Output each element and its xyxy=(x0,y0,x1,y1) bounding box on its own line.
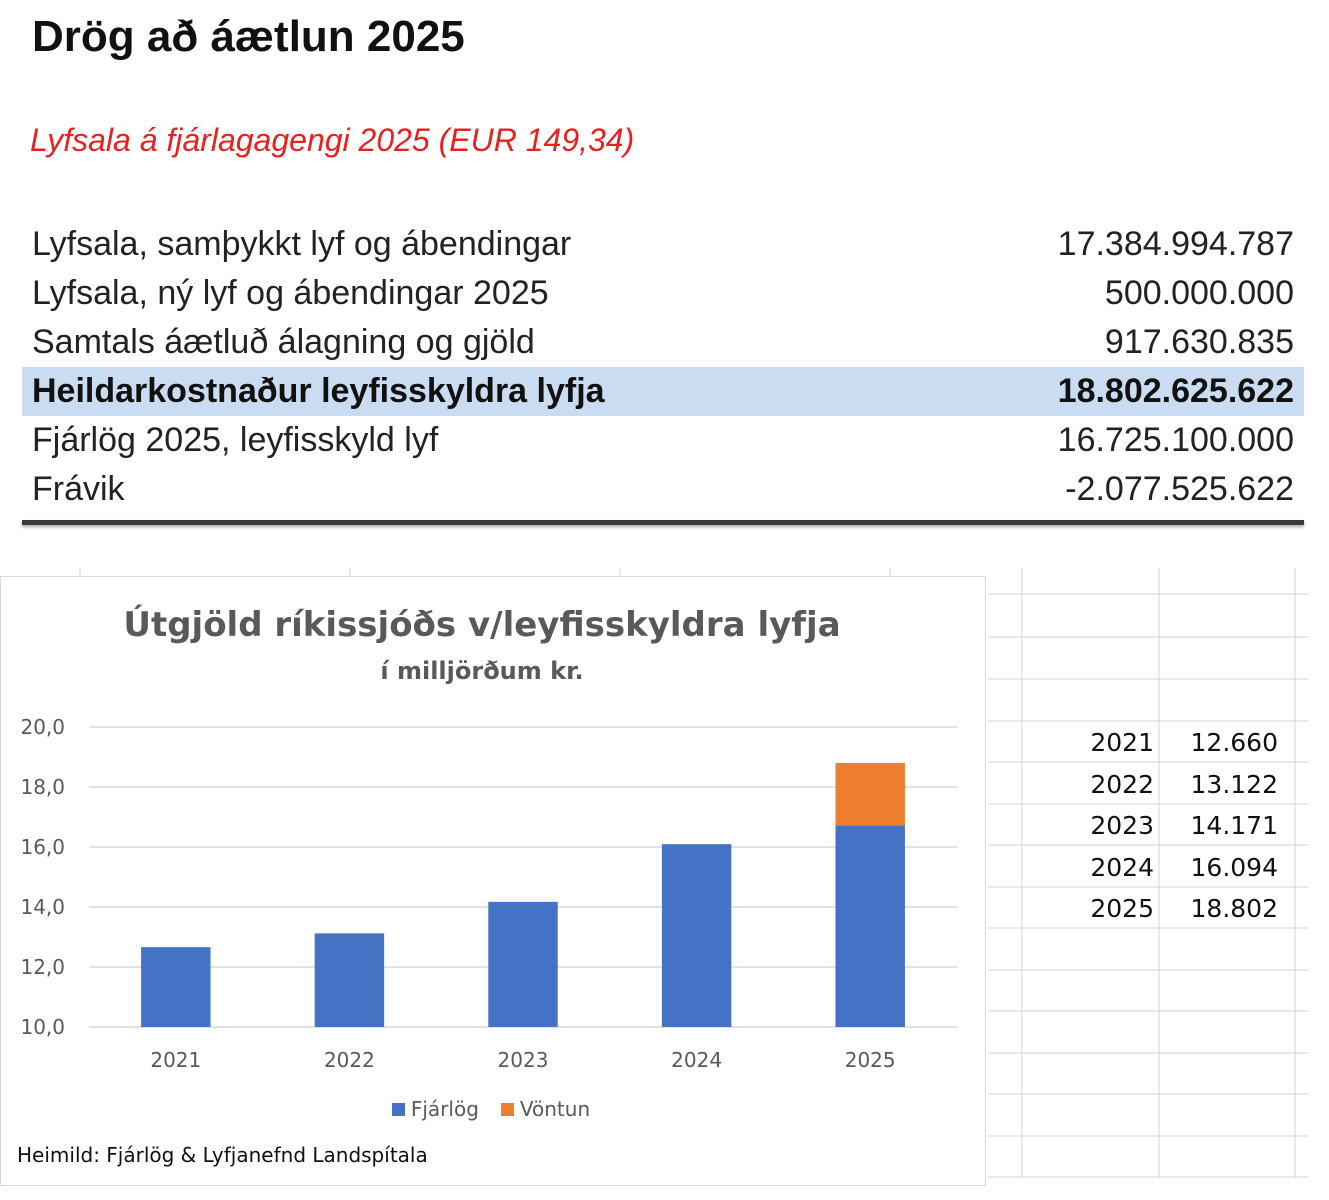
legend-item-fjarlog xyxy=(392,1097,479,1121)
legend-swatch-fjarlog xyxy=(392,1103,405,1116)
bar-v-ntun xyxy=(835,763,904,825)
budget-row-label: Fjárlög 2025, leyfisskyld lyf xyxy=(32,421,439,459)
budget-row-value: 17.384.994.787 xyxy=(1057,225,1294,263)
row-year: 2024 xyxy=(1090,852,1154,882)
yearly-totals-row xyxy=(1068,722,1288,764)
budget-row-label: Samtals áætluð álagning og gjöld xyxy=(32,323,535,361)
budget-row-value: 500.000.000 xyxy=(1104,274,1294,312)
yearly-totals-row xyxy=(1068,764,1288,806)
chart-legend xyxy=(1,1097,981,1121)
row-value: 13.122 xyxy=(1190,769,1278,799)
row-year: 2022 xyxy=(1090,769,1154,799)
budget-row-value: 16.725.100.000 xyxy=(1057,421,1294,459)
source-note: Heimild: Fjárlög & Lyfjanefnd Landspítala xyxy=(17,1143,428,1167)
bar-fj-rl-g xyxy=(835,825,904,1027)
y-tick-label: 14,0 xyxy=(20,895,65,919)
budget-row-value: 917.630.835 xyxy=(1104,323,1294,361)
page-title: Drög að áætlun 2025 xyxy=(32,12,465,61)
table-bottom-rule xyxy=(22,520,1304,525)
budget-row-value: 18.802.625.622 xyxy=(1057,372,1294,410)
yearly-totals-row xyxy=(1068,805,1288,847)
budget-row xyxy=(22,269,1304,318)
bar-fj-rl-g xyxy=(141,947,210,1027)
row-value: 14.171 xyxy=(1190,811,1278,841)
budget-table xyxy=(22,220,1304,525)
row-value: 16.094 xyxy=(1190,852,1278,882)
chart-panel xyxy=(0,576,986,1186)
x-tick-label: 2021 xyxy=(150,1048,202,1072)
legend-label: Vöntun xyxy=(519,1097,591,1121)
x-tick-label: 2024 xyxy=(671,1048,723,1072)
budget-row xyxy=(22,416,1304,465)
yearly-totals-row xyxy=(1068,847,1288,889)
legend-item-vontun xyxy=(501,1097,590,1121)
budget-row-total xyxy=(22,367,1304,416)
budget-row xyxy=(22,465,1304,514)
row-year: 2021 xyxy=(1090,728,1154,758)
budget-row-label: Lyfsala, samþykkt lyf og ábendingar xyxy=(32,225,572,263)
budget-row-label: Frávik xyxy=(32,470,125,508)
row-year: 2023 xyxy=(1090,811,1154,841)
legend-swatch-vontun xyxy=(501,1103,514,1116)
yearly-totals-table xyxy=(1068,722,1288,930)
legend-label: Fjárlög xyxy=(410,1097,479,1121)
row-year: 2025 xyxy=(1090,894,1154,924)
yearly-totals-row xyxy=(1068,888,1288,930)
row-value: 12.660 xyxy=(1190,728,1278,758)
y-tick-label: 10,0 xyxy=(20,1015,65,1039)
y-tick-label: 18,0 xyxy=(20,775,65,799)
budget-row-value: -2.077.525.622 xyxy=(1065,470,1294,508)
budget-row-label: Heildarkostnaður leyfisskyldra lyfja xyxy=(32,372,605,410)
x-tick-label: 2023 xyxy=(497,1048,549,1072)
bar-fj-rl-g xyxy=(662,844,731,1027)
exchange-rate-subtitle: Lyfsala á fjárlagagengi 2025 (EUR 149,34) xyxy=(30,122,635,158)
budget-row-label: Lyfsala, ný lyf og ábendingar 2025 xyxy=(32,274,549,312)
chart-title: Útgjöld ríkissjóðs v/leyfisskyldra lyfja xyxy=(123,605,841,645)
x-tick-label: 2025 xyxy=(844,1048,896,1072)
x-tick-label: 2022 xyxy=(323,1048,375,1072)
budget-row xyxy=(22,220,1304,269)
chart-subtitle: í milljörðum kr. xyxy=(380,657,584,685)
budget-row xyxy=(22,318,1304,367)
y-tick-label: 12,0 xyxy=(20,955,65,979)
y-tick-label: 20,0 xyxy=(20,715,65,739)
y-tick-label: 16,0 xyxy=(20,835,65,859)
bar-fj-rl-g xyxy=(315,933,384,1027)
bar-fj-rl-g xyxy=(488,902,557,1027)
row-value: 18.802 xyxy=(1190,894,1278,924)
